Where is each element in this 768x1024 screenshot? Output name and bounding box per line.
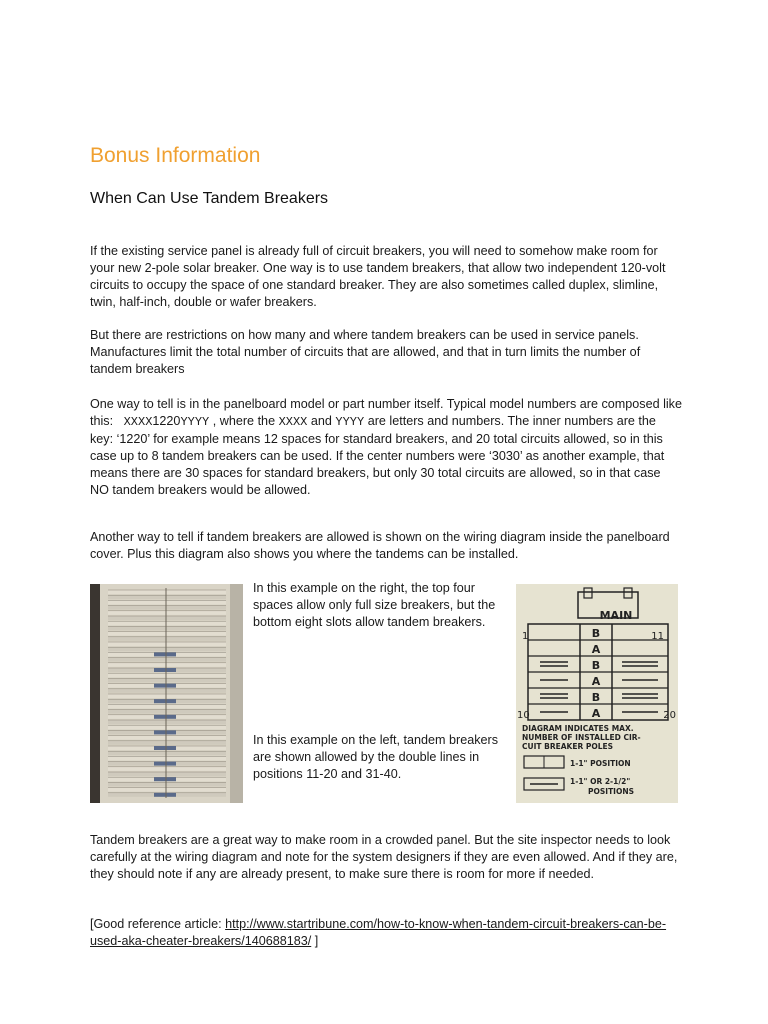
position-number-bottom-right: 20 xyxy=(663,710,676,721)
reference-line xyxy=(90,916,682,950)
legend-single: 1-1" POSITION xyxy=(570,759,631,768)
section-title: Bonus Information xyxy=(90,144,261,167)
panel-label-photo xyxy=(90,584,243,803)
position-number-top-right: 11 xyxy=(651,631,664,642)
breaker-diagram-photo xyxy=(516,584,678,803)
paragraph-restrictions: But there are restrictions on how many and where tandem breakers can be used in service panels. Manufactures limit the total number of circuits that are allowed, and that in turn limits the number of tandem breakers xyxy=(90,328,641,376)
reference-suffix: ] xyxy=(311,934,319,948)
diagram-note-line: CUIT BREAKER POLES xyxy=(522,742,614,751)
paragraph-text: are letters and numbers. The inner numbers are the key: ‘1220’ for example means 12 spaces for standard breakers, and 20 total circuits allowed, so in this case up to 8 tandem breakers can be used. If the center numbers were ‘3030’ as another example, that means there are 30 spaces for standard breakers, but only 30 total circuits are allowed, so in that case NO tandem breakers would be allowed. xyxy=(90,414,665,497)
model-code-suffix: YYYY xyxy=(180,415,210,429)
position-number-bottom-left: 10 xyxy=(517,710,530,721)
paragraph-intro: If the existing service panel is already full of circuit breakers, you will need to somehow make room for your new 2-pole solar breaker. One way is to use tandem breakers, that allow two independent 120-volt circuits to occupy the space of one standard breaker. They are also sometimes called duplex, slimline, twin, half-inch, double or wafer breakers. xyxy=(90,244,666,309)
code-yyyy: YYYY xyxy=(335,415,365,429)
subtitle: When Can Use Tandem Breakers xyxy=(90,190,329,207)
slot-letter: A xyxy=(591,675,601,688)
paragraph-model-numbers xyxy=(90,396,682,499)
diagram-note-line: DIAGRAM INDICATES MAX. xyxy=(522,724,634,733)
slot-letter: B xyxy=(591,659,601,672)
paragraph-conclusion: Tandem breakers are a great way to make room in a crowded panel. But the site inspector needs to look carefully at the wiring diagram and note for the system designers if they are even allowed. And if they are, they should note if any are already present, to make sure there is room for more if needed. xyxy=(90,833,678,881)
position-number-top-left: 1 xyxy=(522,631,529,642)
slot-letter: B xyxy=(591,691,601,704)
slot-letter: A xyxy=(591,707,601,720)
code-xxxx: XXXX xyxy=(278,415,308,429)
legend-double-positions: POSITIONS xyxy=(588,787,635,796)
slot-letter: B xyxy=(591,627,601,640)
diagram-note-line: NUMBER OF INSTALLED CIR- xyxy=(522,733,641,742)
reference-prefix: [Good reference article: xyxy=(90,917,226,931)
paragraph-text: and xyxy=(310,414,332,428)
caption-left-example: In this example on the left, tandem breakers are shown allowed by the double lines in positions 11-20 and 31-40. xyxy=(253,733,499,781)
paragraph-text: , where the xyxy=(212,414,276,428)
main-label: MAIN xyxy=(599,609,633,622)
paragraph-text: One way to tell is in the panelboard model or part number itself. Typical model numbers are composed like this: xyxy=(90,397,682,428)
legend-double: 1-1" OR 2-1/2" xyxy=(570,777,631,786)
reference-link[interactable]: http://www.startribune.com/how-to-know-when-tandem-circuit-breakers-can-be-used-aka-cheater-breakers/140688183/ xyxy=(90,917,667,948)
model-code-prefix: XXXX xyxy=(123,415,153,429)
paragraph-wiring-diagram: Another way to tell if tandem breakers are allowed is shown on the wiring diagram inside the panelboard cover. Plus this diagram also shows you where the tandems can be installed. xyxy=(90,530,670,561)
caption-right-example: In this example on the right, the top four spaces allow only full size breakers, but the bottom eight slots allow tandem breakers. xyxy=(253,581,496,629)
model-code-center: 1220 xyxy=(152,414,181,428)
slot-letter: A xyxy=(591,643,601,656)
